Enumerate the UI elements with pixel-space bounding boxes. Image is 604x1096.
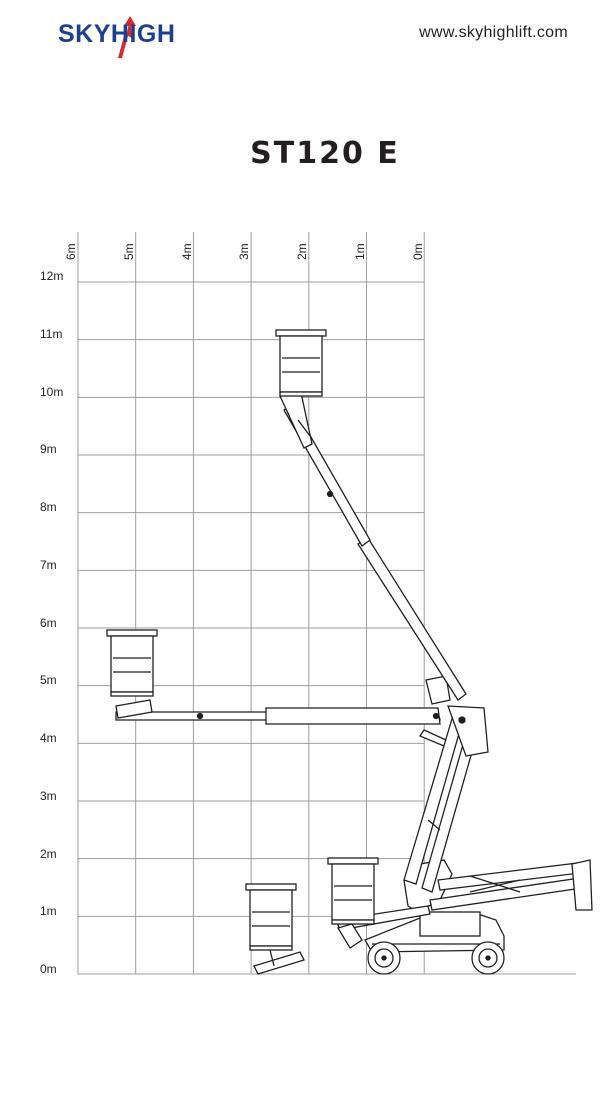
logo-text: SKYHIGH	[58, 20, 176, 48]
y-tick-label: 10m	[40, 385, 64, 399]
y-tick-label: 2m	[40, 847, 57, 861]
y-tick-label: 5m	[40, 673, 57, 687]
y-tick-label: 8m	[40, 500, 57, 514]
y-tick-label: 7m	[40, 558, 57, 572]
wheel-front	[472, 942, 504, 974]
model-title: ST120 E	[250, 136, 400, 171]
y-tick-label: 1m	[40, 904, 57, 918]
x-tick-label: 1m	[353, 243, 367, 260]
y-tick-label: 3m	[40, 789, 57, 803]
x-tick-label: 2m	[295, 243, 309, 260]
x-tick-label: 3m	[237, 243, 251, 260]
y-tick-label: 11m	[40, 327, 63, 341]
platform-max-height	[276, 330, 326, 396]
website-link[interactable]: www.skyhighlift.com	[419, 24, 568, 41]
platform-low-left	[246, 884, 304, 974]
y-tick-label: 9m	[40, 442, 57, 456]
y-tick-label: 12m	[40, 269, 64, 283]
y-tick-label: 4m	[40, 731, 57, 745]
y-axis-labels	[40, 269, 63, 976]
wheel-rear	[368, 942, 400, 974]
x-tick-label: 5m	[122, 243, 136, 260]
y-tick-label: 0m	[40, 962, 57, 976]
x-tick-label: 4m	[180, 243, 194, 260]
outreach-boom	[116, 700, 446, 746]
main-boom-raised	[280, 388, 466, 700]
platform-outreach	[107, 630, 157, 696]
y-tick-label: 6m	[40, 616, 57, 630]
x-tick-label: 6m	[64, 243, 78, 260]
platform-low-right	[328, 858, 378, 924]
x-axis-labels	[64, 243, 425, 260]
x-tick-label: 0m	[411, 243, 425, 260]
